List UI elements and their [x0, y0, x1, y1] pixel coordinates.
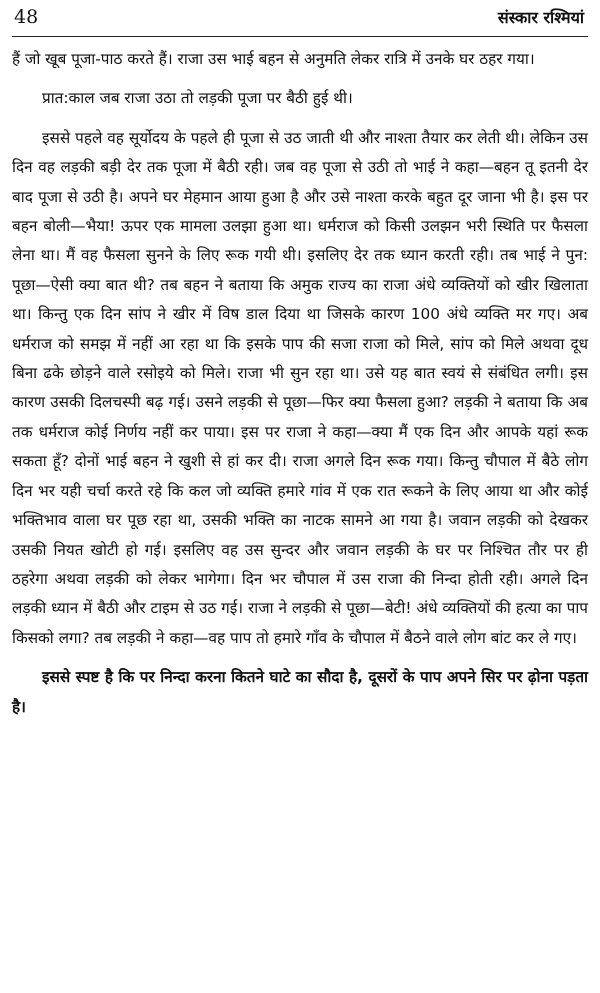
- running-header: [12, 0, 588, 37]
- paragraph-story: इससे पहले वह सूर्योदय के पहले ही पूजा से उठ जाती थी और नाश्ता तैयार कर लेती थी। लेकिन उस दिन वह लड़की बड़ी देर तक पूजा में बैठी रही। जब वह पूजा से उठी तो भाई ने कहा—बहन तू इतनी देर बाद पूजा से उठी है। अपने घर मेहमान आया हुआ है और उसे नाश्ता करके बहुत दूर जाना भी है। इस पर बहन बोली—भैया! ऊपर एक मामला उलझा हुआ था। धर्मराज को किसी उलझन भरी स्थिति पर फैसला लेना था। मैं वह फैसला सुनने के लिए रूक गयी थी। इसलिए देर तक ध्यान करती रही। तब भाई ने पुन: पूछा—ऐसी क्या बात थी? तब बहन ने बताया कि अमुक राज्य का राजा अंधे व्यक्तियों को खीर खिलाता था। किन्तु एक दिन सांप ने खीर में विष डाल दिया था जिसके कारण 100 अंधे व्यक्ति मर गए। अब धर्मराज को समझ में नहीं आ रहा था कि इसके पाप की सजा राजा को मिले, सांप को मिले अथवा दूध बिना ढके छोड़ने वाले रसोइये को मिले। राजा भी सुन रहा था। उसे यह बात स्वयं से संबंधित लगी। इस कारण उसकी दिलचस्पी बढ़ गई। उसने लड़की से पूछा—फिर क्या फैसला हुआ? लड़की ने बताया कि अब तक धर्मराज कोई निर्णय नहीं कर पाया। इस पर राजा ने कहा—क्या मैं एक दिन और आपके यहां रूक सकता हूँ? दोनों भाई बहन ने खुशी से हां कर दी। राजा अगले दिन रूक गया। किन्तु चौपाल में बैठे लोग दिन भर यही चर्चा करते रहे कि कल जो व्यक्ति हमारे गांव में एक रात रूकने के लिए आया था और कोई भक्तिभाव वाला घर पूछ रहा था, उसकी भक्ति का नाटक सामने आ गया है। जवान लड़की को देखकर उसकी नियत खोटी हो गई। इसलिए वह उस सुन्दर और जवान लड़की के घर पर निश्चित तौर पर ही ठहरेगा अथवा लड़की को लेकर भागेगा। दिन भर चौपाल में उस राजा की निन्दा होती रही। अगले दिन लड़की ध्यान में बैठी और टाइम से उठ गई। राजा ने लड़की से पूछा—बेटी! अंधे व्यक्तियों की हत्या का पाप किसको लगा? तब लड़की ने कहा—वह पाप तो हमारे गाँव के चौपाल में बैठने वाले लोग बांट कर ले गए।: [12, 128, 589, 647]
- page-number: 48: [14, 6, 39, 28]
- paragraph-morning: प्रात:काल जब राजा उठा तो लड़की पूजा पर बैठी हुई थी।: [42, 89, 353, 108]
- body-text: [12, 45, 588, 722]
- paragraph-continuation: हैं जो खूब पूजा-पाठ करते हैं। राजा उस भाई बहन से अनुमति लेकर रात्रि में उनके घर ठहर गया।: [12, 50, 535, 68]
- paragraph-moral: इससे स्पष्ट है कि पर निन्दा करना कितने घाटे का सौदा है, दूसरों के पाप अपने सिर पर ढ़ोना पड़ता है।: [12, 668, 588, 716]
- book-title: संस्कार रश्मियां: [497, 8, 584, 27]
